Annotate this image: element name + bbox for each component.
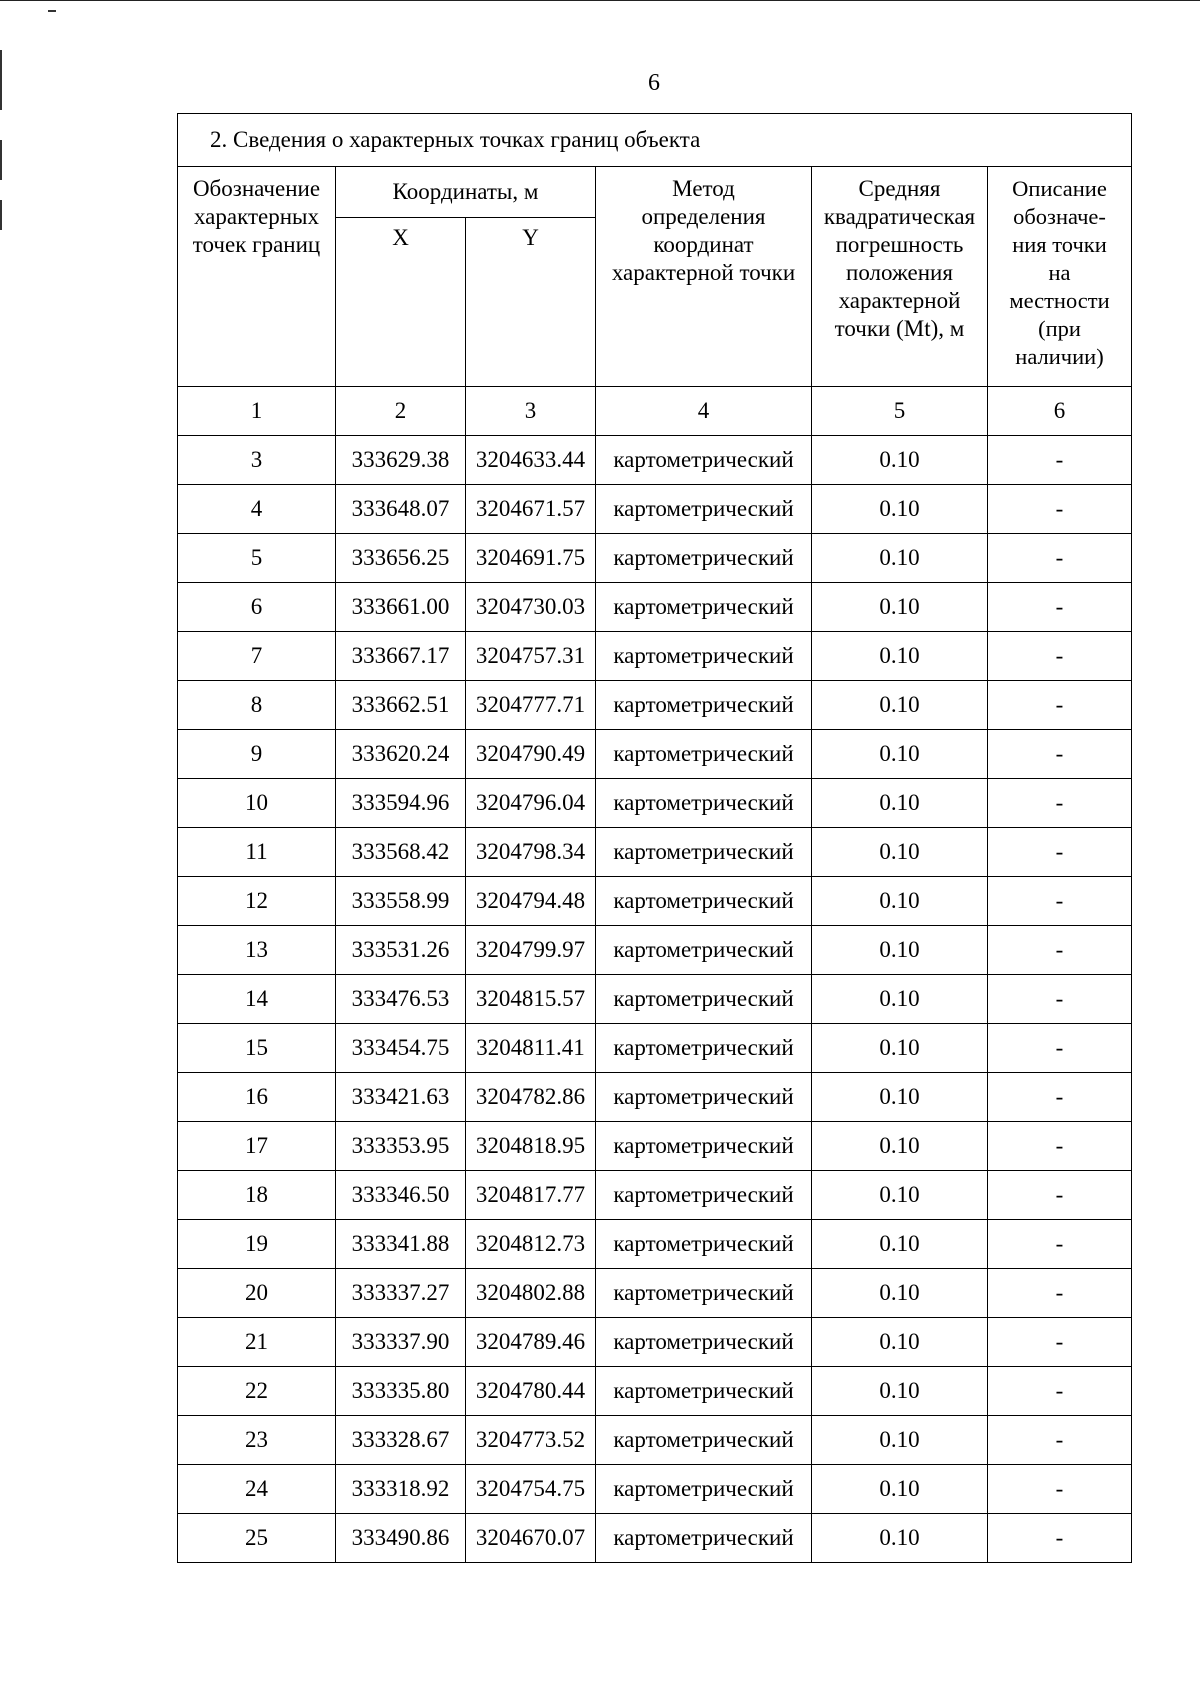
description-cell: - bbox=[988, 1318, 1132, 1367]
y-coordinate-cell: 3204798.34 bbox=[466, 828, 596, 877]
mean-error-cell: 0.10 bbox=[812, 1367, 988, 1416]
method-cell: картометрический bbox=[596, 485, 812, 534]
point-id-cell: 23 bbox=[178, 1416, 336, 1465]
header-method: Метод определения координат характерной точки bbox=[596, 167, 812, 387]
method-cell: картометрический bbox=[596, 1416, 812, 1465]
x-coordinate-cell: 333656.25 bbox=[336, 534, 466, 583]
y-coordinate-cell: 3204780.44 bbox=[466, 1367, 596, 1416]
y-coordinate-cell: 3204799.97 bbox=[466, 926, 596, 975]
y-coordinate-cell: 3204691.75 bbox=[466, 534, 596, 583]
method-cell: картометрический bbox=[596, 534, 812, 583]
mean-error-cell: 0.10 bbox=[812, 1073, 988, 1122]
mean-error-cell: 0.10 bbox=[812, 1220, 988, 1269]
point-id-cell: 21 bbox=[178, 1318, 336, 1367]
table-row bbox=[178, 1465, 1132, 1514]
x-coordinate-cell: 333568.42 bbox=[336, 828, 466, 877]
mean-error-cell: 0.10 bbox=[812, 436, 988, 485]
description-cell: - bbox=[988, 1465, 1132, 1514]
description-cell: - bbox=[988, 975, 1132, 1024]
x-coordinate-cell: 333476.53 bbox=[336, 975, 466, 1024]
column-number: 3 bbox=[466, 387, 596, 436]
x-coordinate-cell: 333490.86 bbox=[336, 1514, 466, 1563]
x-coordinate-cell: 333648.07 bbox=[336, 485, 466, 534]
x-coordinate-cell: 333594.96 bbox=[336, 779, 466, 828]
x-coordinate-cell: 333558.99 bbox=[336, 877, 466, 926]
x-coordinate-cell: 333337.27 bbox=[336, 1269, 466, 1318]
description-cell: - bbox=[988, 926, 1132, 975]
y-coordinate-cell: 3204802.88 bbox=[466, 1269, 596, 1318]
description-cell: - bbox=[988, 828, 1132, 877]
mean-error-cell: 0.10 bbox=[812, 1465, 988, 1514]
description-cell: - bbox=[988, 1171, 1132, 1220]
description-cell: - bbox=[988, 485, 1132, 534]
scan-edge-mark bbox=[0, 140, 2, 180]
description-cell: - bbox=[988, 583, 1132, 632]
x-coordinate-cell: 333662.51 bbox=[336, 681, 466, 730]
point-id-cell: 17 bbox=[178, 1122, 336, 1171]
point-id-cell: 18 bbox=[178, 1171, 336, 1220]
description-cell: - bbox=[988, 877, 1132, 926]
method-cell: картометрический bbox=[596, 583, 812, 632]
x-coordinate-cell: 333629.38 bbox=[336, 436, 466, 485]
x-coordinate-cell: 333661.00 bbox=[336, 583, 466, 632]
column-number-row bbox=[178, 387, 1132, 436]
table-row bbox=[178, 1416, 1132, 1465]
boundary-points-table bbox=[177, 113, 1132, 1563]
method-cell: картометрический bbox=[596, 779, 812, 828]
table-row bbox=[178, 485, 1132, 534]
description-cell: - bbox=[988, 1269, 1132, 1318]
scan-top-border bbox=[0, 0, 1200, 1]
y-coordinate-cell: 3204818.95 bbox=[466, 1122, 596, 1171]
description-cell: - bbox=[988, 436, 1132, 485]
mean-error-cell: 0.10 bbox=[812, 1122, 988, 1171]
point-id-cell: 19 bbox=[178, 1220, 336, 1269]
column-number: 4 bbox=[596, 387, 812, 436]
scan-edge-mark bbox=[0, 200, 2, 230]
table-row bbox=[178, 1171, 1132, 1220]
description-cell: - bbox=[988, 1073, 1132, 1122]
method-cell: картометрический bbox=[596, 436, 812, 485]
table-row bbox=[178, 1073, 1132, 1122]
x-coordinate-cell: 333620.24 bbox=[336, 730, 466, 779]
column-number: 5 bbox=[812, 387, 988, 436]
mean-error-cell: 0.10 bbox=[812, 730, 988, 779]
table-row bbox=[178, 730, 1132, 779]
table-row bbox=[178, 926, 1132, 975]
scan-mark bbox=[48, 10, 56, 12]
point-id-cell: 25 bbox=[178, 1514, 336, 1563]
table-row bbox=[178, 632, 1132, 681]
y-coordinate-cell: 3204811.41 bbox=[466, 1024, 596, 1073]
point-id-cell: 10 bbox=[178, 779, 336, 828]
column-number: 1 bbox=[178, 387, 336, 436]
table-row bbox=[178, 1122, 1132, 1171]
point-id-cell: 7 bbox=[178, 632, 336, 681]
y-coordinate-cell: 3204670.07 bbox=[466, 1514, 596, 1563]
y-coordinate-cell: 3204794.48 bbox=[466, 877, 596, 926]
table-row bbox=[178, 1367, 1132, 1416]
method-cell: картометрический bbox=[596, 1318, 812, 1367]
y-coordinate-cell: 3204790.49 bbox=[466, 730, 596, 779]
mean-error-cell: 0.10 bbox=[812, 1514, 988, 1563]
header-x: X bbox=[336, 218, 466, 387]
method-cell: картометрический bbox=[596, 1367, 812, 1416]
section-title: 2. Сведения о характерных точках границ объекта bbox=[178, 114, 1132, 167]
x-coordinate-cell: 333667.17 bbox=[336, 632, 466, 681]
table-row bbox=[178, 1024, 1132, 1073]
x-coordinate-cell: 333335.80 bbox=[336, 1367, 466, 1416]
table-row bbox=[178, 779, 1132, 828]
x-coordinate-cell: 333531.26 bbox=[336, 926, 466, 975]
y-coordinate-cell: 3204782.86 bbox=[466, 1073, 596, 1122]
description-cell: - bbox=[988, 1122, 1132, 1171]
table-body bbox=[178, 436, 1132, 1563]
description-cell: - bbox=[988, 730, 1132, 779]
description-cell: - bbox=[988, 1514, 1132, 1563]
table-row bbox=[178, 1514, 1132, 1563]
method-cell: картометрический bbox=[596, 1073, 812, 1122]
y-coordinate-cell: 3204633.44 bbox=[466, 436, 596, 485]
y-coordinate-cell: 3204757.31 bbox=[466, 632, 596, 681]
point-id-cell: 6 bbox=[178, 583, 336, 632]
mean-error-cell: 0.10 bbox=[812, 534, 988, 583]
point-id-cell: 9 bbox=[178, 730, 336, 779]
point-id-cell: 15 bbox=[178, 1024, 336, 1073]
method-cell: картометрический bbox=[596, 1465, 812, 1514]
table-row bbox=[178, 1220, 1132, 1269]
point-id-cell: 8 bbox=[178, 681, 336, 730]
method-cell: картометрический bbox=[596, 681, 812, 730]
header-designation: Обозначение характерных точек границ bbox=[178, 167, 336, 387]
x-coordinate-cell: 333341.88 bbox=[336, 1220, 466, 1269]
y-coordinate-cell: 3204789.46 bbox=[466, 1318, 596, 1367]
description-cell: - bbox=[988, 681, 1132, 730]
method-cell: картометрический bbox=[596, 926, 812, 975]
header-mean-error: Средняя квадратическая погрешность положения характерной точки (Mt), м bbox=[812, 167, 988, 387]
method-cell: картометрический bbox=[596, 877, 812, 926]
description-cell: - bbox=[988, 632, 1132, 681]
description-cell: - bbox=[988, 1367, 1132, 1416]
point-id-cell: 16 bbox=[178, 1073, 336, 1122]
x-coordinate-cell: 333454.75 bbox=[336, 1024, 466, 1073]
method-cell: картометрический bbox=[596, 1220, 812, 1269]
table-row bbox=[178, 534, 1132, 583]
mean-error-cell: 0.10 bbox=[812, 779, 988, 828]
table-row bbox=[178, 975, 1132, 1024]
header-y: Y bbox=[466, 218, 596, 387]
table-row bbox=[178, 1318, 1132, 1367]
table-row bbox=[178, 681, 1132, 730]
y-coordinate-cell: 3204796.04 bbox=[466, 779, 596, 828]
y-coordinate-cell: 3204812.73 bbox=[466, 1220, 596, 1269]
description-cell: - bbox=[988, 534, 1132, 583]
mean-error-cell: 0.10 bbox=[812, 1416, 988, 1465]
x-coordinate-cell: 333328.67 bbox=[336, 1416, 466, 1465]
mean-error-cell: 0.10 bbox=[812, 632, 988, 681]
table-row bbox=[178, 828, 1132, 877]
x-coordinate-cell: 333337.90 bbox=[336, 1318, 466, 1367]
mean-error-cell: 0.10 bbox=[812, 1024, 988, 1073]
method-cell: картометрический bbox=[596, 1024, 812, 1073]
point-id-cell: 13 bbox=[178, 926, 336, 975]
x-coordinate-cell: 333318.92 bbox=[336, 1465, 466, 1514]
mean-error-cell: 0.10 bbox=[812, 681, 988, 730]
method-cell: картометрический bbox=[596, 1122, 812, 1171]
page-number: 6 bbox=[648, 70, 660, 96]
y-coordinate-cell: 3204777.71 bbox=[466, 681, 596, 730]
mean-error-cell: 0.10 bbox=[812, 877, 988, 926]
y-coordinate-cell: 3204754.75 bbox=[466, 1465, 596, 1514]
mean-error-cell: 0.10 bbox=[812, 1269, 988, 1318]
description-cell: - bbox=[988, 1024, 1132, 1073]
method-cell: картометрический bbox=[596, 1269, 812, 1318]
mean-error-cell: 0.10 bbox=[812, 583, 988, 632]
y-coordinate-cell: 3204671.57 bbox=[466, 485, 596, 534]
table-row bbox=[178, 877, 1132, 926]
y-coordinate-cell: 3204815.57 bbox=[466, 975, 596, 1024]
description-cell: - bbox=[988, 1220, 1132, 1269]
mean-error-cell: 0.10 bbox=[812, 926, 988, 975]
method-cell: картометрический bbox=[596, 828, 812, 877]
description-cell: - bbox=[988, 779, 1132, 828]
point-id-cell: 12 bbox=[178, 877, 336, 926]
table-row bbox=[178, 436, 1132, 485]
point-id-cell: 11 bbox=[178, 828, 336, 877]
x-coordinate-cell: 333421.63 bbox=[336, 1073, 466, 1122]
method-cell: картометрический bbox=[596, 1514, 812, 1563]
y-coordinate-cell: 3204817.77 bbox=[466, 1171, 596, 1220]
table-row bbox=[178, 1269, 1132, 1318]
method-cell: картометрический bbox=[596, 1171, 812, 1220]
description-cell: - bbox=[988, 1416, 1132, 1465]
mean-error-cell: 0.10 bbox=[812, 485, 988, 534]
header-description: Описание обозначе- ния точки на местности (при наличии) bbox=[988, 167, 1132, 387]
method-cell: картометрический bbox=[596, 632, 812, 681]
header-coordinates: Координаты, м bbox=[336, 167, 596, 218]
column-number: 6 bbox=[988, 387, 1132, 436]
column-number: 2 bbox=[336, 387, 466, 436]
point-id-cell: 4 bbox=[178, 485, 336, 534]
table-row bbox=[178, 583, 1132, 632]
point-id-cell: 14 bbox=[178, 975, 336, 1024]
method-cell: картометрический bbox=[596, 975, 812, 1024]
point-id-cell: 22 bbox=[178, 1367, 336, 1416]
method-cell: картометрический bbox=[596, 730, 812, 779]
mean-error-cell: 0.10 bbox=[812, 828, 988, 877]
x-coordinate-cell: 333353.95 bbox=[336, 1122, 466, 1171]
y-coordinate-cell: 3204773.52 bbox=[466, 1416, 596, 1465]
point-id-cell: 20 bbox=[178, 1269, 336, 1318]
mean-error-cell: 0.10 bbox=[812, 975, 988, 1024]
x-coordinate-cell: 333346.50 bbox=[336, 1171, 466, 1220]
point-id-cell: 24 bbox=[178, 1465, 336, 1514]
mean-error-cell: 0.10 bbox=[812, 1318, 988, 1367]
point-id-cell: 5 bbox=[178, 534, 336, 583]
mean-error-cell: 0.10 bbox=[812, 1171, 988, 1220]
y-coordinate-cell: 3204730.03 bbox=[466, 583, 596, 632]
point-id-cell: 3 bbox=[178, 436, 336, 485]
